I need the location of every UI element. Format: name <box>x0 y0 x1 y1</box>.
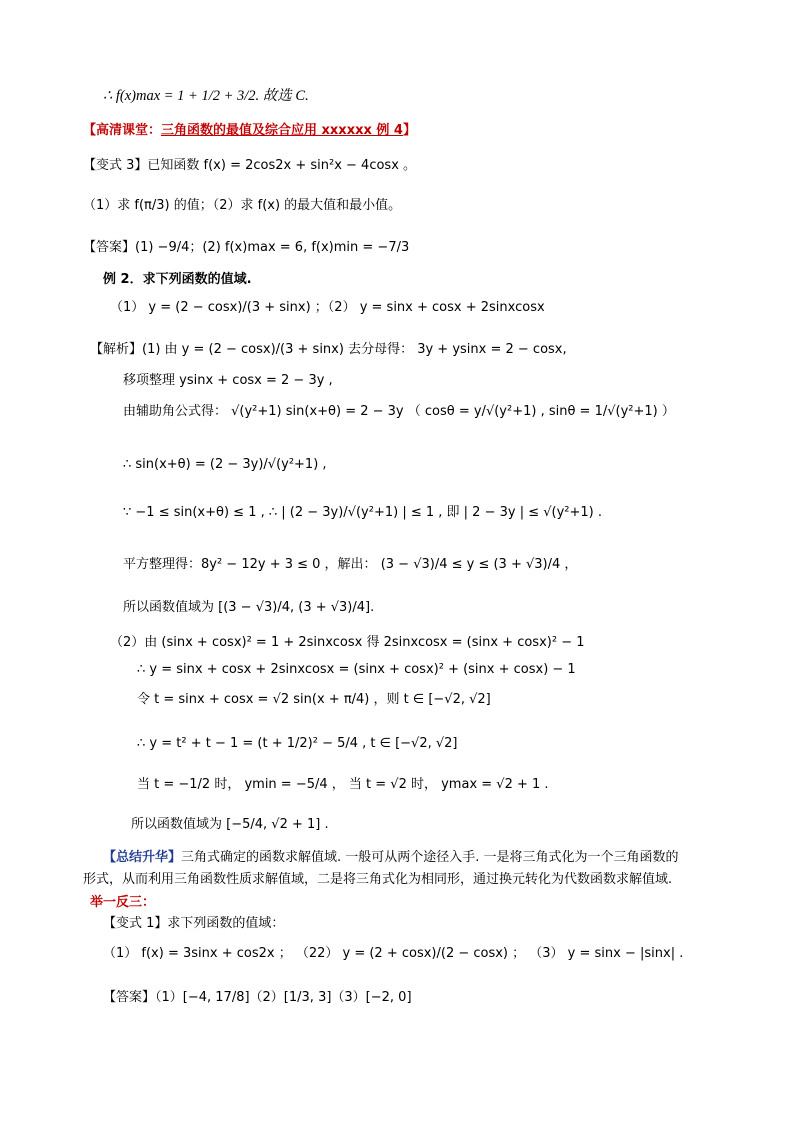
summary-text-1: 三角式确定的函数求解值域. 一般可从两个途径入手. 一是将三角式化为一个三角函数的 <box>181 850 679 865</box>
class-reference-close: 】 <box>402 123 416 138</box>
summary-line-1 <box>103 848 679 868</box>
analysis-step-2: 移项整理 ysinx + cosx = 2 − 3y , <box>123 373 333 388</box>
summary-line-2: 形式，从而利用三角函数性质求解值域，二是将三角式化为相同形，通过换元转化为代数函数求解值域. <box>83 872 673 887</box>
analysis-part-2-step-3: 令 t = sinx + cosx = √2 sin(x + π/4) ，则 t ∈ [−√2, √2] <box>137 692 491 707</box>
practice-heading: 举一反三： <box>90 895 156 910</box>
example-2-heading: 例 2．求下列函数的值域. <box>103 272 252 287</box>
analysis-range-result-2: 所以函数值域为 [−5/4, √2 + 1] . <box>131 817 329 832</box>
analysis-part-2-step-4: ∴ y = t² + t − 1 = (t + 1/2)² − 5/4 , t ∈ [−√2, √2] <box>137 736 458 751</box>
analysis-step-4: ∴ sin(x+θ) = (2 − 3y)/√(y²+1) , <box>123 457 327 472</box>
variant-1-question: 【变式 1】求下列函数的值域： <box>103 916 285 931</box>
analysis-step-6: 平方整理得：8y² − 12y + 3 ≤ 0 ，解出： (3 − √3)/4 ≤ y ≤ (3 + √3)/4 ， <box>123 557 578 572</box>
analysis-part-2-step-5: 当 t = −1/2 时， ymin = −5/4 ， 当 t = √2 时， ymax = √2 + 1 . <box>137 777 549 792</box>
analysis-range-result-1: 所以函数值域为 [(3 − √3)/4, (3 + √3)/4]. <box>123 600 375 615</box>
variant-3-subquestions: （1）求 f(π/3) 的值；（2）求 f(x) 的最大值和最小值。 <box>83 198 402 213</box>
analysis-step-5: ∵ −1 ≤ sin(x+θ) ≤ 1 , ∴ | (2 − 3y)/√(y²+1) | ≤ 1 , 即 | 2 − 3y | ≤ √(y²+1) . <box>123 505 602 520</box>
analysis-step-3: 由辅助角公式得： √(y²+1) sin(x+θ) = 2 − 3y （ cosθ = y/√(y²+1) , sinθ = 1/√(y²+1) ） <box>123 404 675 419</box>
class-reference-link[interactable]: 三角函数的最值及综合应用 xxxxxx 例 4 <box>161 123 403 138</box>
analysis-part-2-step-1: （2）由 (sinx + cosx)² = 1 + 2sinxcosx 得 2sinxcosx = (sinx + cosx)² − 1 <box>110 635 585 650</box>
analysis-step-1: 【解析】(1) 由 y = (2 − cosx)/(3 + sinx) 去分母得： 3y + ysinx = 2 − cosx, <box>90 342 567 357</box>
example-2-problems: （1） y = (2 − cosx)/(3 + sinx) ；（2） y = sinx + cosx + 2sinxcosx <box>110 300 545 315</box>
variant-1-answer: 【答案】（1）[−4, 17/8]（2）[1/3, 3]（3）[−2, 0] <box>103 990 412 1005</box>
analysis-part-2-step-2: ∴ y = sinx + cosx + 2sinxcosx = (sinx + cosx)² + (sinx + cosx) − 1 <box>137 662 576 677</box>
summary-heading: 【总结升华】 <box>103 850 182 865</box>
class-reference-heading <box>83 121 416 141</box>
variant-3-answer: 【答案】(1) −9/4；(2) f(x)max = 6, f(x)min = −7/3 <box>83 240 410 255</box>
class-reference-open: 【高清课堂： <box>83 123 162 138</box>
conclusion-line: ∴ f(x)max = 1 + 1/2 + 3/2. 故选 C. <box>103 88 309 104</box>
variant-1-subquestions: （1） f(x) = 3sinx + cos2x ； （22） y = (2 + cosx)/(2 − cosx) ； （3） y = sinx − |sinx| . <box>103 946 684 961</box>
variant-3-question: 【变式 3】已知函数 f(x) = 2cos2x + sin²x − 4cosx 。 <box>83 158 417 173</box>
